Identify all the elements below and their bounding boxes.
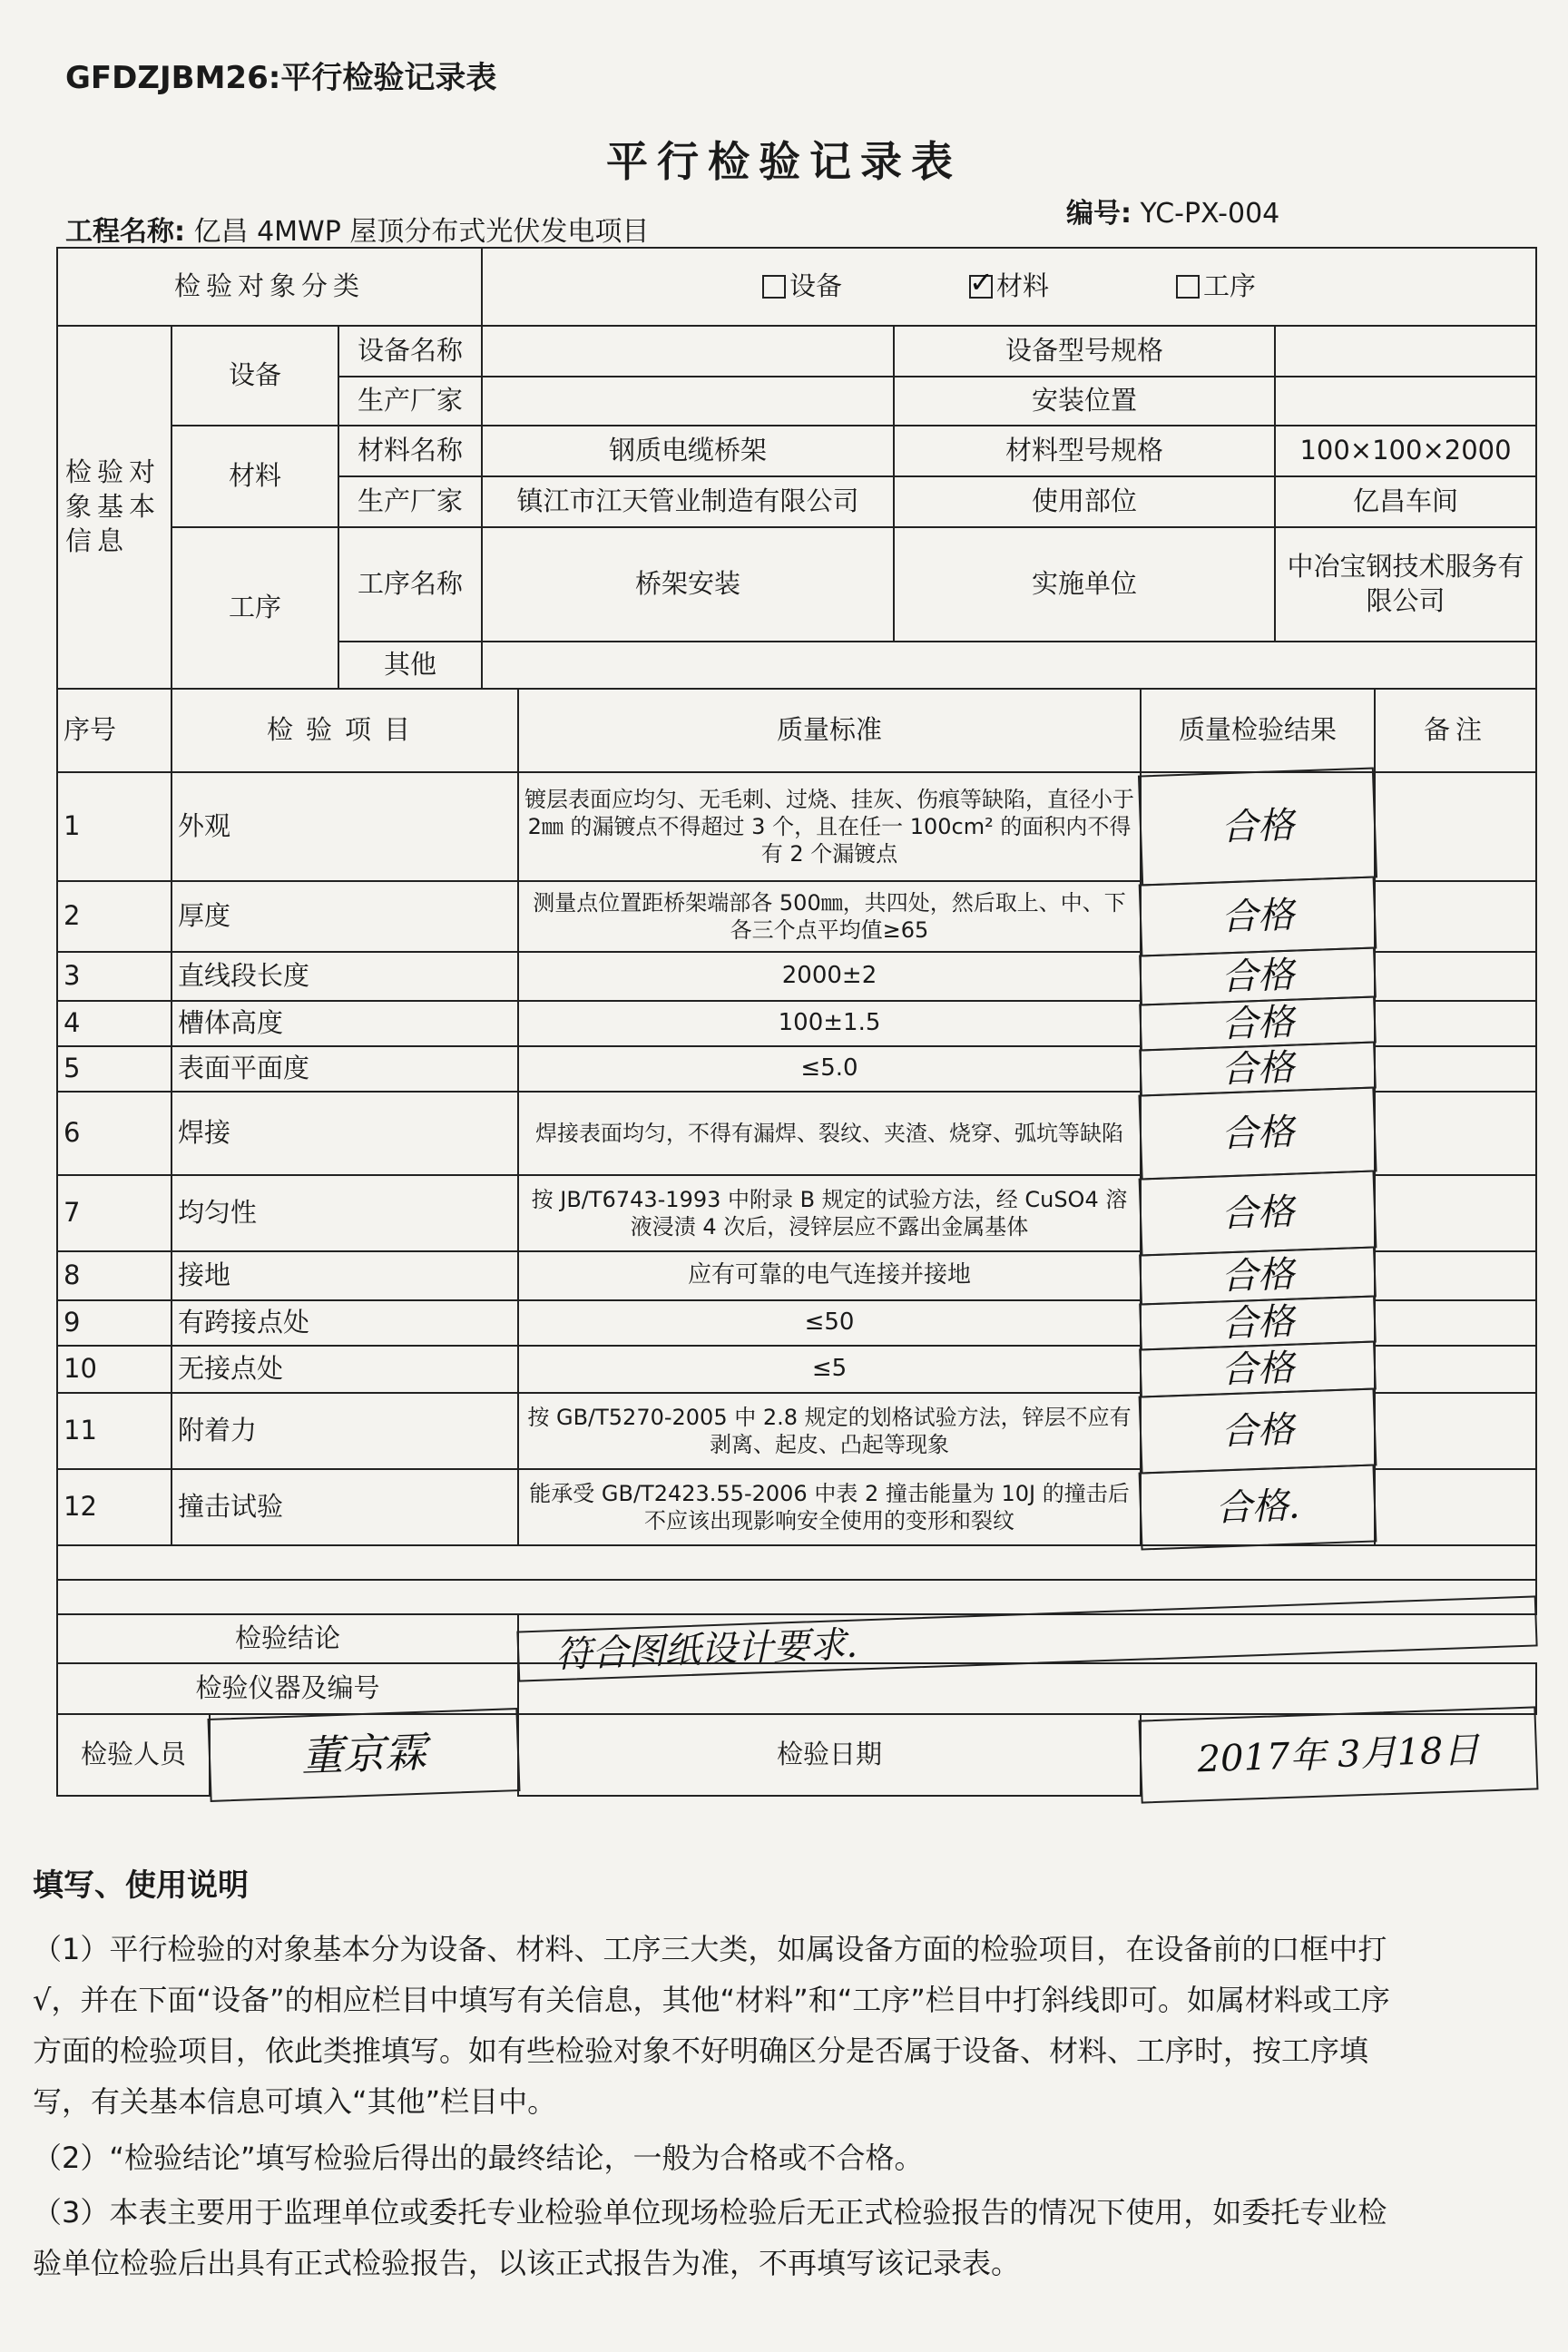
process-name-value: 桥架安装 (481, 526, 895, 642)
equipment-location-value (1274, 376, 1537, 426)
process-other-value (481, 641, 1537, 690)
row-9-item: 有跨接点处 (171, 1299, 519, 1347)
row-2-item: 厚度 (171, 880, 519, 953)
process-group-label: 工序 (171, 526, 339, 690)
material-part-value: 亿昌车间 (1274, 475, 1537, 528)
row-12-remark (1374, 1468, 1537, 1546)
row-6-result: 合格 (1138, 1086, 1377, 1180)
material-model-value: 100×100×2000 (1274, 425, 1537, 477)
document-title: 平行检验记录表 (606, 137, 962, 186)
row-3-result: 合格 (1139, 946, 1377, 1005)
equipment-name-value (481, 325, 895, 377)
row-5-remark (1374, 1045, 1537, 1093)
inspection-form (56, 247, 1537, 1837)
option-material[interactable] (969, 270, 1049, 304)
row-5-result: 合格 (1139, 1041, 1377, 1096)
row-4-no: 4 (56, 1000, 172, 1047)
row-5-standard: ≤5.0 (517, 1045, 1142, 1093)
serial-label: 编号: (1066, 198, 1132, 230)
row-2-remark (1374, 880, 1537, 953)
date-value: 2017年 3月18日 (1139, 1706, 1539, 1803)
row-10-remark (1374, 1345, 1537, 1394)
project-line (65, 209, 649, 249)
category-label: 检验对象分类 (56, 247, 483, 327)
header-result: 质量检验结果 (1140, 688, 1376, 773)
conclusion-label: 检验结论 (56, 1613, 519, 1664)
row-1-standard: 镀层表面应均匀、无毛刺、过烧、挂灰、伤痕等缺陷，直径小于 2㎜ 的漏镀点不得超过 3 个，且在任一 100cm² 的面积内不得有 2 个漏镀点 (517, 771, 1142, 882)
row-1-no: 1 (56, 771, 172, 882)
row-8-no: 8 (56, 1250, 172, 1301)
row-1-remark (1374, 771, 1537, 882)
row-3-item: 直线段长度 (171, 951, 519, 1002)
row-7-item: 均匀性 (171, 1174, 519, 1252)
equipment-location-label: 安装位置 (893, 376, 1276, 426)
process-other-label: 其他 (338, 641, 483, 690)
material-name-value: 钢质电缆桥架 (481, 425, 895, 477)
equipment-group-label: 设备 (171, 325, 339, 426)
row-8-remark (1374, 1250, 1537, 1301)
blank-row-1 (56, 1544, 1537, 1581)
document-code: GFDZJBM26:平行检验记录表 (65, 60, 497, 96)
option-equipment-label: 设备 (789, 270, 842, 302)
inspector-label: 检验人员 (56, 1713, 211, 1797)
row-5-no: 5 (56, 1045, 172, 1093)
row-6-standard: 焊接表面均匀，不得有漏焊、裂纹、夹渣、烧穿、弧坑等缺陷 (517, 1091, 1142, 1176)
row-9-remark (1374, 1299, 1537, 1347)
process-name-label: 工序名称 (338, 526, 483, 642)
header-standard: 质量标准 (517, 688, 1142, 773)
equipment-maker-label: 生产厂家 (338, 376, 483, 426)
row-11-item: 附着力 (171, 1392, 519, 1470)
material-name-label: 材料名称 (338, 425, 483, 477)
process-unit-label: 实施单位 (893, 526, 1276, 642)
material-group-label: 材料 (171, 425, 339, 528)
row-9-standard: ≤50 (517, 1299, 1142, 1347)
row-7-standard: 按 JB/T6743-1993 中附录 B 规定的试验方法，经 CuSO4 溶液浸渍 4 次后，浸锌层应不露出金属基体 (517, 1174, 1142, 1252)
row-12-standard: 能承受 GB/T2423.55-2006 中表 2 撞击能量为 10J 的撞击后不应该出现影响安全使用的变形和裂纹 (517, 1468, 1142, 1546)
row-5-item: 表面平面度 (171, 1045, 519, 1093)
row-12-item: 撞击试验 (171, 1468, 519, 1546)
equipment-model-value (1274, 325, 1537, 377)
row-12-no: 12 (56, 1468, 172, 1546)
project-name: 亿昌 4MWP 屋顶分布式光伏发电项目 (193, 216, 650, 248)
row-10-result: 合格 (1139, 1340, 1377, 1397)
row-7-remark (1374, 1174, 1537, 1252)
row-12-result: 合格. (1139, 1464, 1377, 1550)
header-no: 序号 (56, 688, 172, 773)
row-8-standard: 应有可靠的电气连接并接地 (517, 1250, 1142, 1301)
row-3-standard: 2000±2 (517, 951, 1142, 1002)
row-4-remark (1374, 1000, 1537, 1047)
row-11-standard: 按 GB/T5270-2005 中 2.8 规定的划格试验方法，锌层不应有剥离、起皮、凸起等现象 (517, 1392, 1142, 1470)
row-11-remark (1374, 1392, 1537, 1470)
serial-number (1066, 191, 1279, 230)
row-4-standard: 100±1.5 (517, 1000, 1142, 1047)
row-1-item: 外观 (171, 771, 519, 882)
row-9-result: 合格 (1139, 1295, 1377, 1350)
process-checkbox[interactable] (1176, 275, 1200, 299)
instruction-3: （3）本表主要用于监理单位或委托专业检验单位现场检验后无正式检验报告的情况下使用，如委托专业检验单位检验后出具有正式检验报告，以该正式报告为准，不再填写该记录表。 (33, 2195, 1387, 2280)
serial-value: YC-PX-004 (1140, 198, 1280, 230)
option-equipment[interactable] (762, 270, 842, 304)
row-6-item: 焊接 (171, 1091, 519, 1176)
process-unit-value: 中冶宝钢技术服务有限公司 (1274, 526, 1537, 642)
row-6-no: 6 (56, 1091, 172, 1176)
material-part-label: 使用部位 (893, 475, 1276, 528)
inspector-signature: 董京霖 (207, 1708, 520, 1802)
conclusion-value: 符合图纸设计要求. (516, 1595, 1537, 1681)
option-material-label: 材料 (995, 270, 1049, 302)
row-1-result: 合格 (1138, 768, 1377, 887)
option-process-label: 工序 (1203, 270, 1257, 302)
header-remark: 备注 (1374, 688, 1537, 773)
instruction-1: （1）平行检验的对象基本分为设备、材料、工序三大类，如属设备方面的检验项目，在设备前的口框中打√，并在下面“设备”的相应栏目中填写有关信息，其他“材料”和“工序”栏目中打斜线即可。如属材料或工序方面的检验项目，依此类推填写。如有些检验对象不好明确区分是否属于设备、材料、工序时，按工序填写，有关基本信息可填入“其他”栏目中。 (33, 1932, 1390, 2119)
basic-info-label: 检验对象基本信息 (56, 325, 172, 690)
project-label: 工程名称: (65, 216, 185, 248)
option-process[interactable] (1176, 270, 1256, 304)
row-2-no: 2 (56, 880, 172, 953)
row-7-no: 7 (56, 1174, 172, 1252)
instructions-title: 填写、使用说明 (33, 1867, 249, 1904)
row-10-item: 无接点处 (171, 1345, 519, 1394)
row-2-standard: 测量点位置距桥架端部各 500㎜，共四处，然后取上、中、下各三个点平均值≥65 (517, 880, 1142, 953)
category-options (481, 247, 1537, 327)
row-11-no: 11 (56, 1392, 172, 1470)
material-maker-label: 生产厂家 (338, 475, 483, 528)
row-4-result: 合格 (1139, 995, 1377, 1051)
material-checkbox[interactable] (969, 275, 993, 299)
row-10-no: 10 (56, 1345, 172, 1394)
material-model-label: 材料型号规格 (893, 425, 1276, 477)
equipment-checkbox[interactable] (762, 275, 786, 299)
row-6-remark (1374, 1091, 1537, 1176)
row-3-no: 3 (56, 951, 172, 1002)
row-11-result: 合格 (1139, 1387, 1377, 1474)
row-8-result: 合格 (1139, 1246, 1377, 1305)
equipment-maker-value (481, 376, 895, 426)
instrument-label: 检验仪器及编号 (56, 1662, 519, 1715)
instrument-value (517, 1662, 1537, 1715)
row-8-item: 接地 (171, 1250, 519, 1301)
row-4-item: 槽体高度 (171, 1000, 519, 1047)
date-label: 检验日期 (517, 1713, 1142, 1797)
row-7-result: 合格 (1139, 1170, 1377, 1256)
material-maker-value: 镇江市江天管业制造有限公司 (481, 475, 895, 528)
row-10-standard: ≤5 (517, 1345, 1142, 1394)
equipment-name-label: 设备名称 (338, 325, 483, 377)
equipment-model-label: 设备型号规格 (893, 325, 1276, 377)
row-9-no: 9 (56, 1299, 172, 1347)
row-2-result: 合格 (1139, 876, 1377, 956)
header-item: 检验项目 (171, 688, 519, 773)
row-3-remark (1374, 951, 1537, 1002)
instruction-2: （2）“检验结论”填写检验后得出的最终结论，一般为合格或不合格。 (33, 2141, 924, 2175)
